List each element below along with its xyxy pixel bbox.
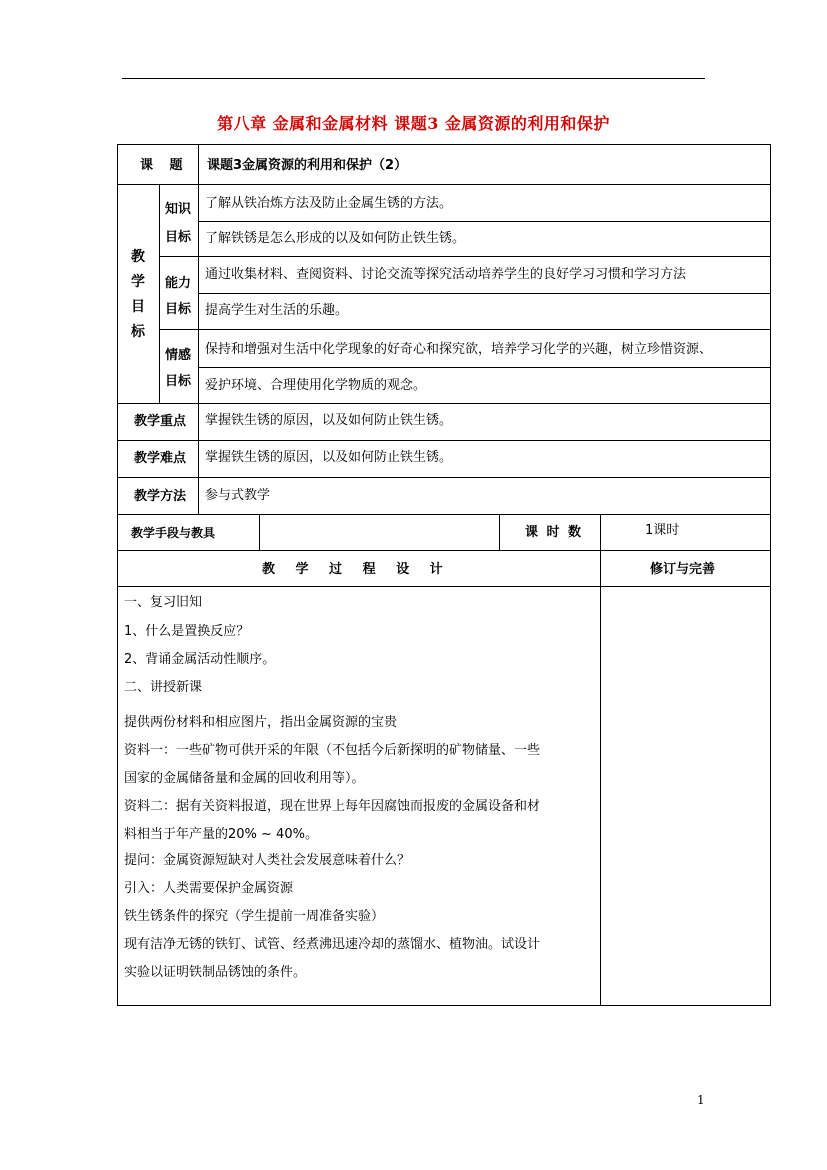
emotion-label-line1: 情感	[165, 348, 192, 363]
process-line: 提供两份材料和相应图片，指出金属资源的宝贵	[124, 715, 398, 730]
process-line: 实验以证明铁制品锈蚀的条件。	[124, 965, 307, 980]
difficulty-value: 掌握铁生锈的原因，以及如何防止铁生锈。	[205, 450, 453, 465]
method-value: 参与式教学	[205, 488, 271, 503]
process-line: 料相当于年产量的20% ~ 40%。	[124, 827, 318, 842]
process-line: 二、讲授新课	[124, 680, 203, 695]
process-line: 1、什么是置换反应？	[124, 624, 250, 639]
objectives-label-char: 目	[131, 299, 145, 315]
hours-label: 课 时 数	[525, 525, 584, 540]
knowledge-line: 了解从铁冶炼方法及防止金属生锈的方法。	[205, 196, 453, 211]
ability-line: 提高学生对生活的乐趣。	[205, 303, 349, 318]
tools-label: 教学手段与教具	[131, 526, 216, 540]
key-point-value: 掌握铁生锈的原因，以及如何防止铁生锈。	[205, 413, 453, 428]
knowledge-line: 了解铁锈是怎么形成的以及如何防止铁生锈。	[205, 231, 466, 246]
header-rule	[122, 78, 705, 79]
process-line: 国家的金属储备量和金属的回收利用等）。	[124, 771, 365, 786]
document-title: 第八章 金属和金属材料 课题3 金属资源的利用和保护	[217, 114, 610, 133]
objectives-label-char: 学	[131, 274, 145, 290]
hours-value: 1课时	[645, 523, 680, 538]
page-number: 1	[697, 1093, 705, 1107]
topic-value: 课题3金属资源的利用和保护（2）	[207, 158, 408, 173]
process-header: 教 学 过 程 设 计	[262, 562, 451, 577]
objectives-label-char: 标	[131, 324, 145, 340]
difficulty-label: 教学难点	[134, 451, 187, 466]
ability-label-line2: 目标	[165, 302, 192, 317]
process-line: 资料一：一些矿物可供开采的年限（不包括今后新探明的矿物储量、一些	[124, 743, 541, 758]
process-line: 2、背诵金属活动性顺序。	[124, 652, 276, 667]
objectives-label-char: 教	[131, 249, 145, 265]
ability-line: 通过收集材料、查阅资料、讨论交流等探究活动培养学生的良好学习习惯和学习方法	[205, 267, 687, 282]
emotion-line: 保持和增强对生活中化学现象的好奇心和探究欲，培养学习化学的兴趣，树立珍惜资源、	[205, 342, 713, 357]
process-line: 引入：人类需要保护金属资源	[124, 881, 294, 896]
knowledge-label-line2: 目标	[165, 230, 192, 245]
revise-header: 修订与完善	[650, 562, 716, 577]
process-line: 现有洁净无锈的铁钉、试管、经煮沸迅速冷却的蒸馏水、植物油。试设计	[124, 937, 541, 952]
emotion-label-line2: 目标	[165, 374, 192, 389]
process-line: 提问：金属资源短缺对人类社会发展意味着什么？	[124, 853, 411, 868]
process-line: 一、复习旧知	[124, 595, 203, 610]
knowledge-label-line1: 知识	[165, 202, 192, 217]
process-line: 铁生锈条件的探究（学生提前一周准备实验）	[124, 909, 385, 924]
ability-label-line1: 能力	[165, 276, 192, 291]
key-point-label: 教学重点	[134, 414, 187, 429]
emotion-line: 爱护环境、合理使用化学物质的观念。	[205, 378, 427, 393]
method-label: 教学方法	[134, 489, 187, 504]
topic-label: 课 题	[140, 158, 189, 173]
process-line: 资料二：据有关资料报道，现在世界上每年因腐蚀而报废的金属设备和材	[124, 799, 541, 814]
